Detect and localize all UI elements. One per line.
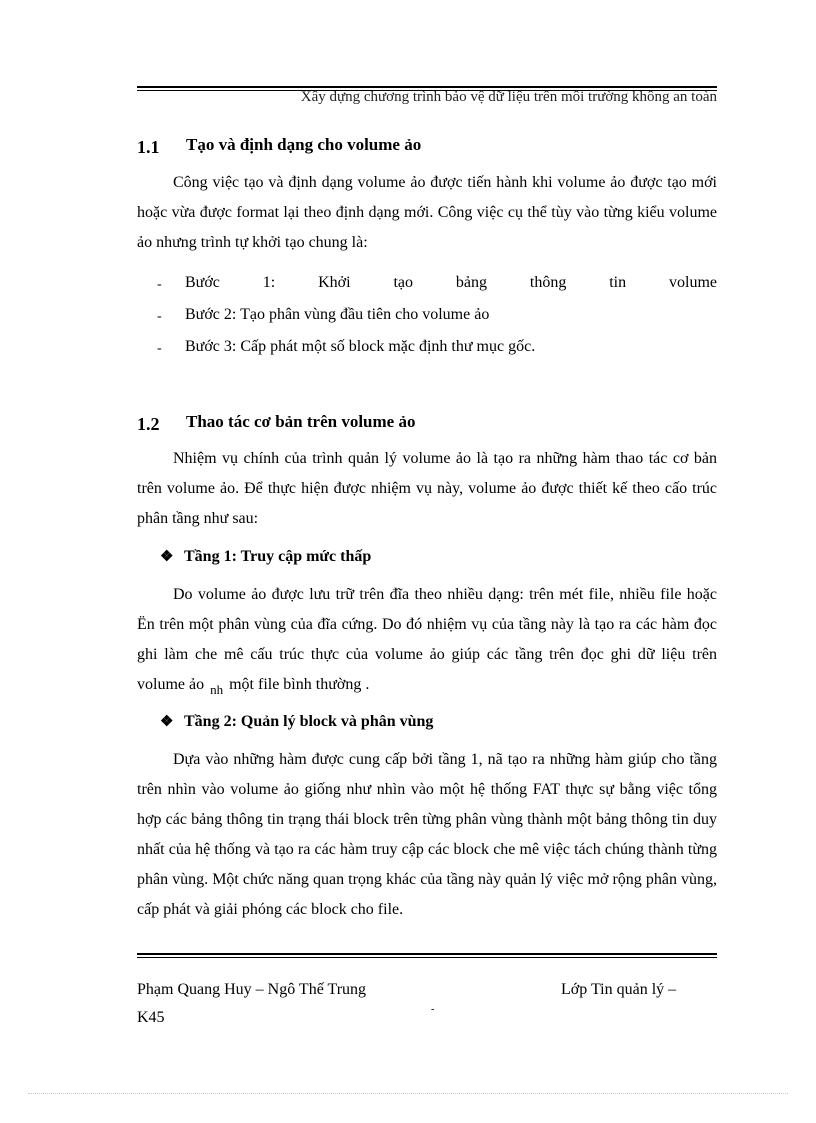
layer-1-title: Tầng 1: Truy cập mức thấp xyxy=(184,548,372,565)
list-item xyxy=(137,267,717,299)
list-item xyxy=(137,299,717,331)
running-header: Xây dựng chương trình bảo vệ dữ liệu trên môi trường không an toàn xyxy=(300,89,717,105)
list-item-text: Bước 2: Tạo phân vùng đầu tiên cho volume ảo xyxy=(185,306,490,323)
layer-1-paragraph xyxy=(137,580,717,705)
layer-1-text: Do volume ảo được lưu trữ trên đĩa theo nhiều dạng: trên mét file, nhiều file hoặc Ën trên một phân vùng của đĩa cứng. Do đó nhiệm vụ của tầng này là tạo ra các hàm đọc ghi làm che mê cấu trúc thực của volume ảo giúp các tầng trên đọc ghi dữ liệu trên volume ảo xyxy=(137,586,717,693)
diamond-bullet-icon: ❖ xyxy=(160,714,174,730)
footer-authors: Phạm Quang Huy – Ngô Thế Trung xyxy=(137,981,367,998)
footer-rule-thick xyxy=(137,953,717,955)
list-item-text: Bước 3: Cấp phát một số block mặc định thư mục gốc. xyxy=(185,338,536,355)
list-item-text: Bước 1: Khởi tạo bảng thông tin volume xyxy=(185,274,717,291)
diamond-bullet-icon: ❖ xyxy=(160,549,174,565)
subscript-fragment: nh xyxy=(210,682,224,697)
bullet-dash: - xyxy=(157,341,162,356)
bullet-dash: - xyxy=(157,277,162,292)
footer-class: Lớp Tin quản lý – xyxy=(561,981,677,998)
section-number: 1.2 xyxy=(137,414,160,434)
footer-mark: - xyxy=(431,1004,435,1015)
list-item xyxy=(137,331,717,363)
section-1-2-paragraph: Nhiệm vụ chính của trình quản lý volume ảo là tạo ra những hàm thao tác cơ bản trên volume ảo. Để thực hiện được nhiệm vụ này, volume ảo được thiết kế theo cấo trúc phân tầng như sau: xyxy=(137,450,717,527)
footer-class-cont: K45 xyxy=(137,1009,165,1026)
bullet-dash: - xyxy=(157,309,162,324)
layer-1-heading xyxy=(160,546,371,568)
layer-1-text-end: một file bình thường . xyxy=(229,676,370,693)
layer-2-title: Tầng 2: Quản lý block và phân vùng xyxy=(184,713,434,730)
footer-rule-thin xyxy=(137,957,717,958)
steps-list xyxy=(137,267,717,363)
layer-2-paragraph: Dựa vào những hàm được cung cấp bởi tầng 1, nã tạo ra những hàm giúp cho tầng trên nhìn vào volume ảo giống như nhìn vào một hệ thống FAT thực sự bằng việc tổng hợp các bảng thông tin trạng thái block trên từng phân vùng thành một bảng thông tin duy nhất của hệ thống và tạo ra các hàm truy cập các block che mê việc tách chúng thành từng phân vùng. Một chức năng quan trọng khác của tầng này quản lý việc mở rộng phân vùng, cấp phát và giải phóng các block cho file. xyxy=(137,751,717,918)
page-bottom-border xyxy=(28,1093,788,1095)
section-title: Tạo và định dạng cho volume ảo xyxy=(186,135,422,154)
section-1-1-paragraph: Công việc tạo và định dạng volume ảo được tiến hành khi volume ảo được tạo mới hoặc vừa được format lại theo định dạng mới. Công việc cụ thể tùy vào từng kiểu volume ảo nhưng trình tự khởi tạo chung là: xyxy=(137,174,717,251)
section-number: 1.1 xyxy=(137,137,160,157)
layer-2-heading xyxy=(160,711,433,733)
section-title: Thao tác cơ bản trên volume ảo xyxy=(186,412,416,431)
